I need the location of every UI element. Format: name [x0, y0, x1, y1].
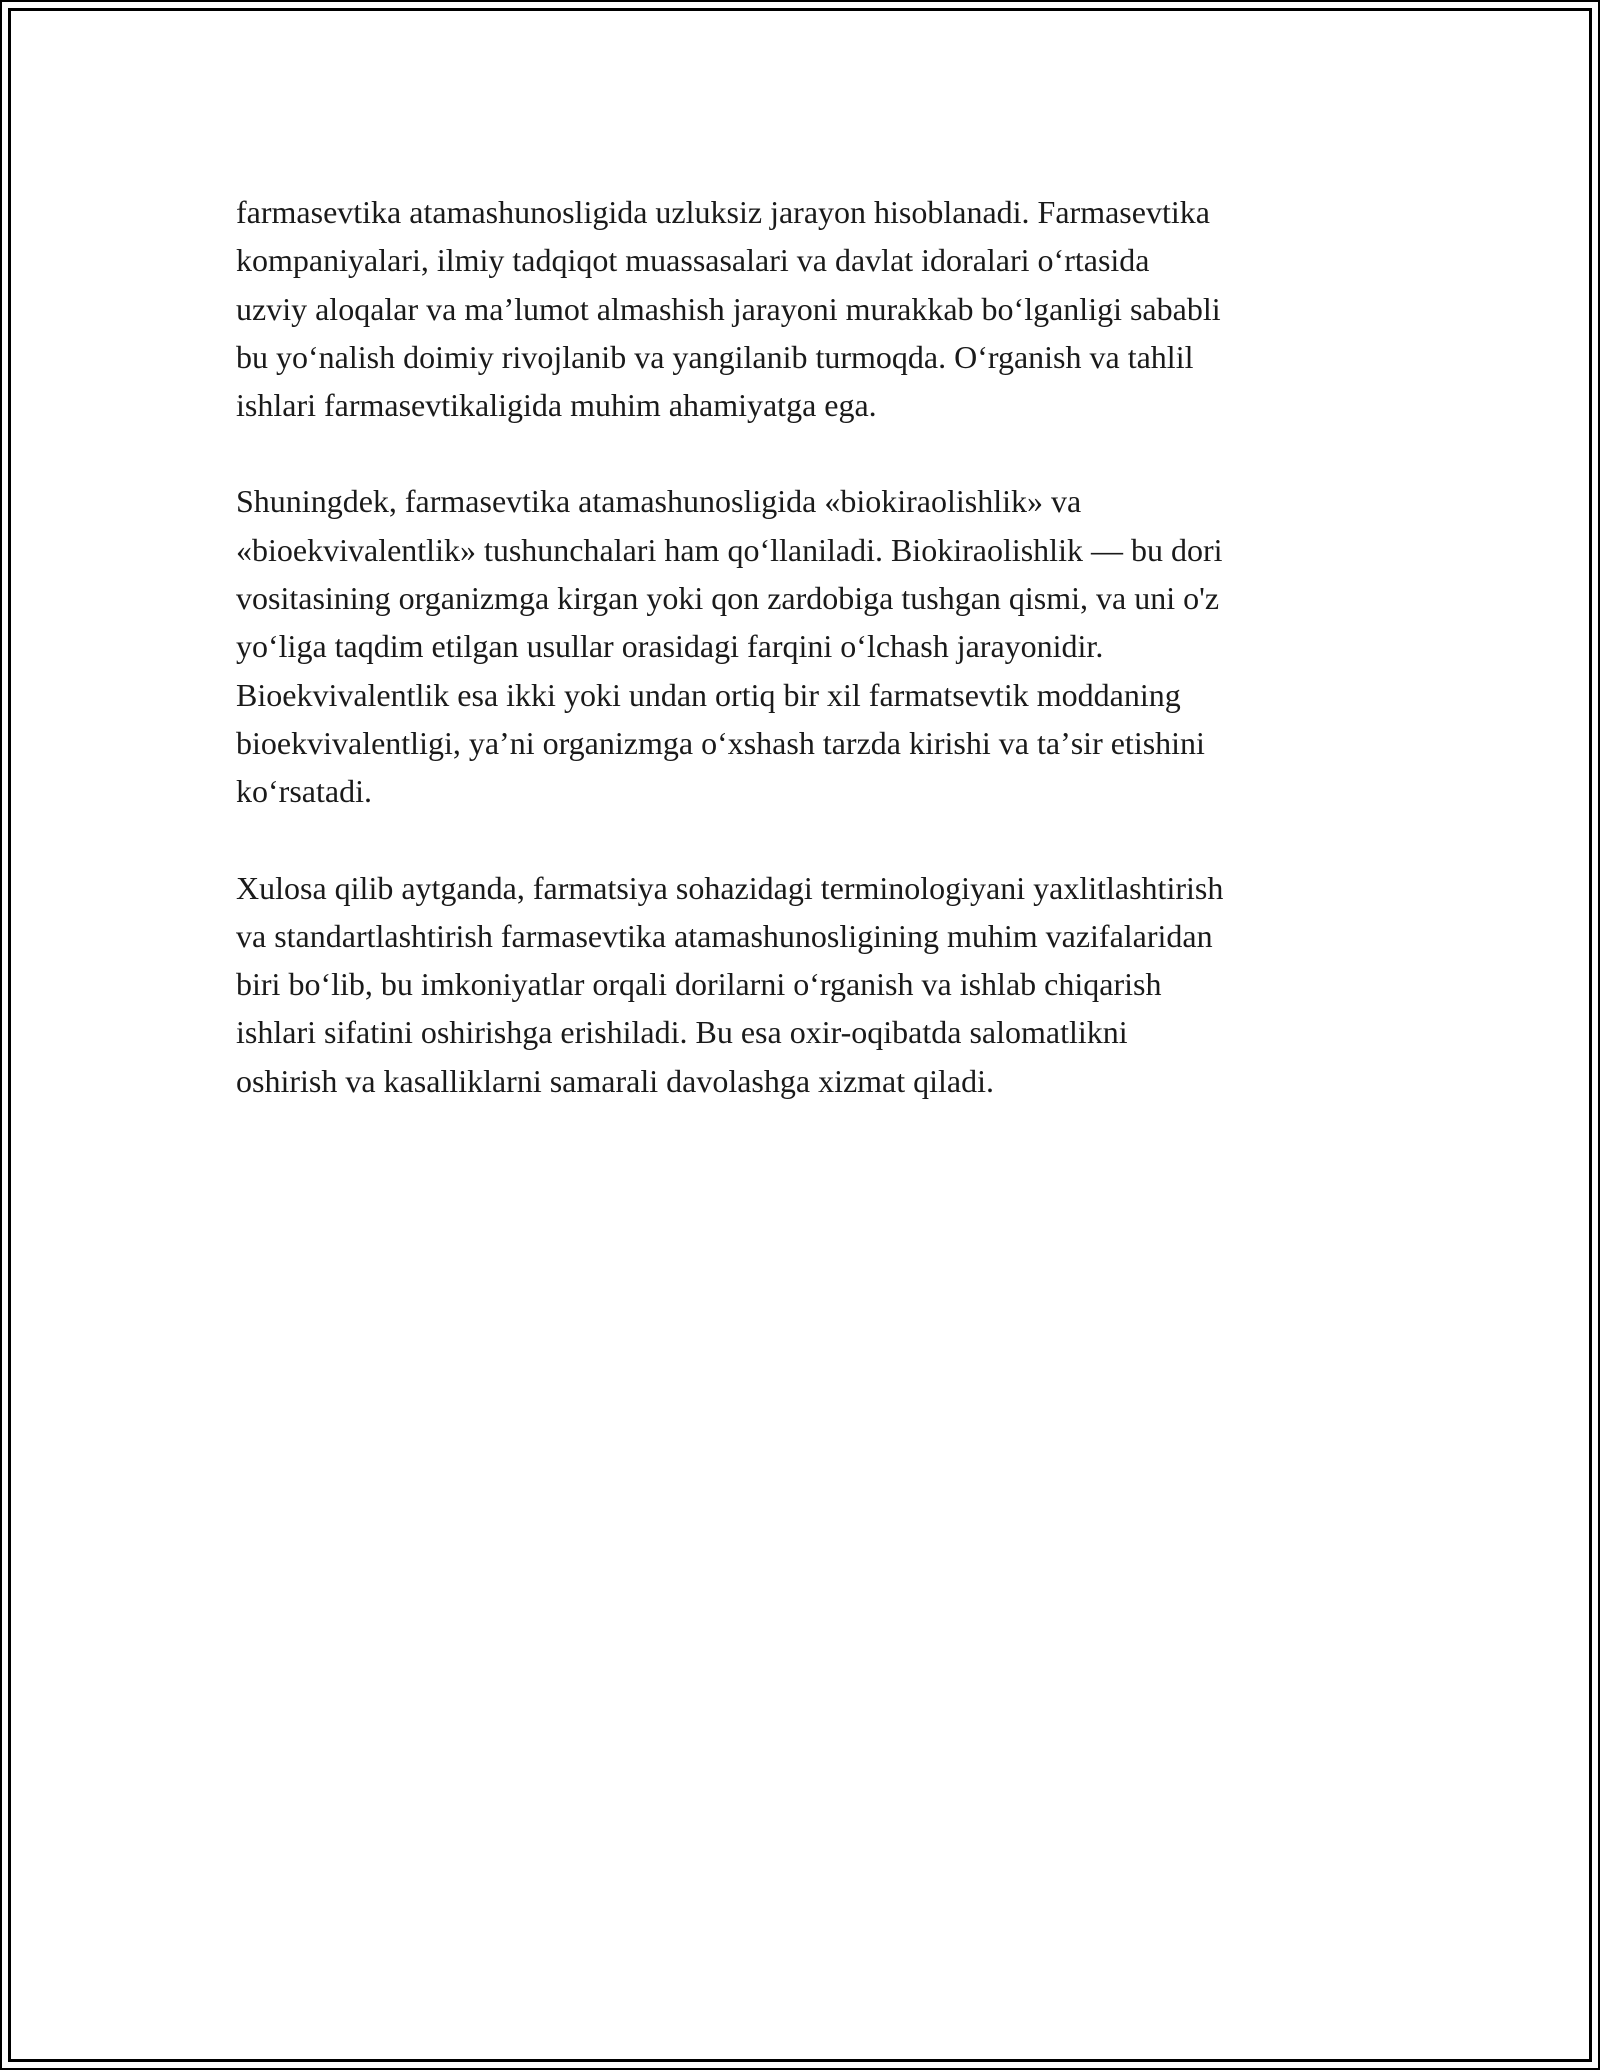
text-line: yoʻliga taqdim etilgan usullar orasidagi farqini oʻlchash jarayonidir. [236, 628, 1104, 665]
text-line: ishlari sifatini oshirishga erishiladi. Bu esa oxir-oqibatda salomatlikni [236, 1014, 1128, 1051]
text-line: Bioekvivalentlik esa ikki yoki undan ortiq bir xil farmatsevtik moddaning [236, 676, 1181, 713]
text-line: kompaniyalari, ilmiy tadqiqot muassasalari va davlat idoralari oʻrtasida [236, 242, 1150, 279]
paragraph-3 [236, 864, 1396, 1105]
text-line: farmasevtika atamashunosligida uzluksiz jarayon hisoblanadi. Farmasevtika [236, 194, 1210, 230]
text-line: bioekvivalentligi, yaʼni organizmga oʻxshash tarzda kirishi va taʼsir etishini [236, 724, 1205, 761]
text-line: koʻrsatadi. [236, 773, 372, 810]
text-line: ishlari farmasevtikaligida muhim ahamiyatga ega. [236, 387, 877, 424]
text-line: biri boʻlib, bu imkoniyatlar orqali dorilarni oʻrganish va ishlab chiqarish [236, 966, 1162, 1003]
document-body [236, 188, 1396, 1153]
paragraph-2 [236, 477, 1396, 815]
text-line: vositasining organizmga kirgan yoki qon zardobiga tushgan qismi, va uni o'z [236, 580, 1220, 617]
text-line: oshirish va kasalliklarni samarali davolashga xizmat qiladi. [236, 1062, 995, 1099]
text-line: Xulosa qilib aytganda, farmatsiya sohazidagi terminologiyani yaxlitlashtirish [236, 869, 1224, 906]
paragraph-1 [236, 188, 1396, 429]
text-line: bu yoʻnalish doimiy rivojlanib va yangilanib turmoqda. Oʻrganish va tahlil [236, 338, 1194, 375]
text-line: uzviy aloqalar va maʼlumot almashish jarayoni murakkab boʻlganligi sababli [236, 290, 1221, 327]
text-line: «bioekvivalentlik» tushunchalari ham qoʻllaniladi. Biokiraolishlik — bu dori [236, 531, 1223, 568]
text-line: Shuningdek, farmasevtika atamashunosligida «biokiraolishlik» va [236, 483, 1082, 520]
text-line: va standartlashtirish farmasevtika atamashunosligining muhim vazifalaridan [236, 917, 1213, 954]
